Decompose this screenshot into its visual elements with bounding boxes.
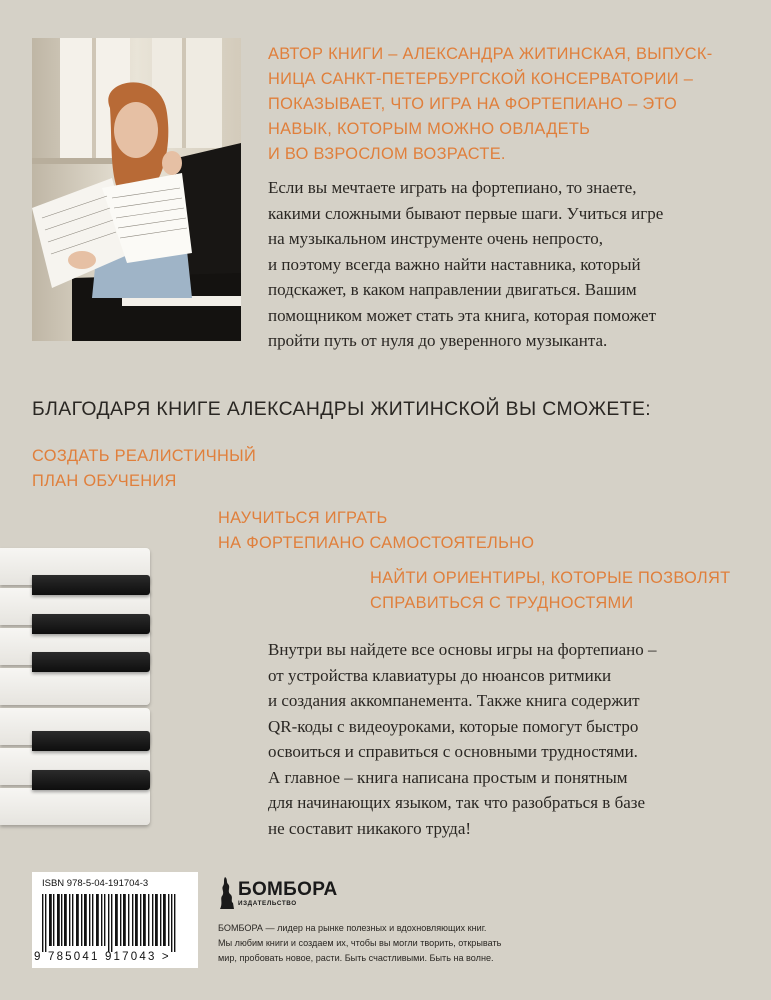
publisher-desc-line: Мы любим книги и создаем их, чтобы вы могли творить, открывать bbox=[218, 938, 502, 949]
lead-line: И ВО ВЗРОСЛОМ ВОЗРАСТЕ. bbox=[268, 145, 506, 163]
barcode-digits: 9 785041 917043 > bbox=[34, 951, 171, 963]
intro-line: Если вы мечтаете играть на фортепиано, то знаете, bbox=[268, 178, 637, 197]
benefit-line: НАЙТИ ОРИЕНТИРЫ, КОТОРЫЕ ПОЗВОЛЯТ bbox=[370, 569, 731, 587]
lead-line: АВТОР КНИГИ – АЛЕКСАНДРА ЖИТИНСКАЯ, ВЫПУСК- bbox=[268, 45, 713, 63]
intro-line: и поэтому всегда важно найти наставника, который bbox=[268, 254, 641, 274]
benefit-line: СПРАВИТЬСЯ С ТРУДНОСТЯМИ bbox=[370, 594, 634, 612]
barcode-bars-icon bbox=[40, 894, 190, 952]
author-photo bbox=[32, 38, 241, 341]
benefit-item bbox=[32, 444, 256, 494]
benefit-line: НА ФОРТЕПИАНО САМОСТОЯТЕЛЬНО bbox=[218, 534, 535, 552]
black-key bbox=[32, 770, 150, 790]
intro-line: помощником может стать эта книга, которая поможет bbox=[268, 305, 656, 325]
publisher-subtitle: ИЗДАТЕЛЬСТВО bbox=[238, 900, 297, 907]
barcode bbox=[32, 872, 198, 968]
benefit-item bbox=[218, 506, 534, 556]
bombora-logo-icon bbox=[218, 875, 236, 911]
intro-line: какими сложными бывают первые шаги. Учиться игре bbox=[268, 203, 664, 223]
piano-keys-icon bbox=[0, 548, 152, 826]
intro-line: на музыкальном инструменте очень непросто, bbox=[268, 229, 603, 248]
lead-paragraph bbox=[268, 42, 748, 167]
publisher-desc-line: мир, пробовать новое, расти. Быть счастливыми. Быть на волне. bbox=[218, 953, 494, 964]
inside-line: освоиться и справиться с основными трудностями. bbox=[268, 742, 638, 761]
benefit-line: НАУЧИТЬСЯ ИГРАТЬ bbox=[218, 509, 388, 527]
inside-line: и создания аккомпанемента. Также книга содержит bbox=[268, 691, 640, 710]
white-key bbox=[0, 668, 150, 705]
white-key bbox=[0, 788, 150, 825]
benefit-line: ПЛАН ОБУЧЕНИЯ bbox=[32, 472, 177, 490]
benefit-item bbox=[370, 566, 730, 616]
inside-paragraph bbox=[268, 637, 748, 841]
black-key bbox=[32, 575, 150, 595]
benefits-heading: БЛАГОДАРЯ КНИГЕ АЛЕКСАНДРЫ ЖИТИНСКОЙ ВЫ СМОЖЕТЕ: bbox=[32, 398, 652, 420]
black-key bbox=[32, 614, 150, 634]
intro-paragraph bbox=[268, 175, 748, 354]
inside-line: А главное – книга написана простым и понятным bbox=[268, 767, 628, 787]
inside-line: QR-коды с видеоуроками, которые помогут быстро bbox=[268, 716, 639, 736]
publisher-desc-line: БОМБОРА — лидер на рынке полезных и вдохновляющих книг. bbox=[218, 923, 487, 933]
lead-line: НАВЫК, КОТОРЫМ МОЖНО ОВЛАДЕТЬ bbox=[268, 120, 591, 138]
intro-line: подскажет, в каком направлении двигаться. Вашим bbox=[268, 280, 637, 299]
publisher-logo bbox=[218, 873, 338, 913]
inside-line: для начинающих языком, так что разобраться в базе bbox=[268, 793, 646, 812]
inside-line: не составит никакого труда! bbox=[268, 818, 472, 838]
lead-line: ПОКАЗЫВАЕТ, ЧТО ИГРА НА ФОРТЕПИАНО – ЭТО bbox=[268, 95, 678, 113]
black-key bbox=[32, 731, 150, 751]
benefit-line: СОЗДАТЬ РЕАЛИСТИЧНЫЙ bbox=[32, 447, 257, 465]
lead-line: НИЦА САНКТ-ПЕТЕРБУРГСКОЙ КОНСЕРВАТОРИИ – bbox=[268, 70, 694, 88]
inside-line: Внутри вы найдете все основы игры на фортепиано – bbox=[268, 640, 657, 659]
intro-line: пройти путь от нуля до уверенного музыканта. bbox=[268, 331, 608, 350]
black-key bbox=[32, 652, 150, 672]
publisher-description bbox=[218, 921, 548, 967]
inside-line: от устройства клавиатуры до нюансов ритмики bbox=[268, 665, 612, 685]
publisher-name: БОМБОРА bbox=[238, 879, 338, 900]
isbn-label: ISBN 978-5-04-191704-3 bbox=[42, 878, 149, 889]
